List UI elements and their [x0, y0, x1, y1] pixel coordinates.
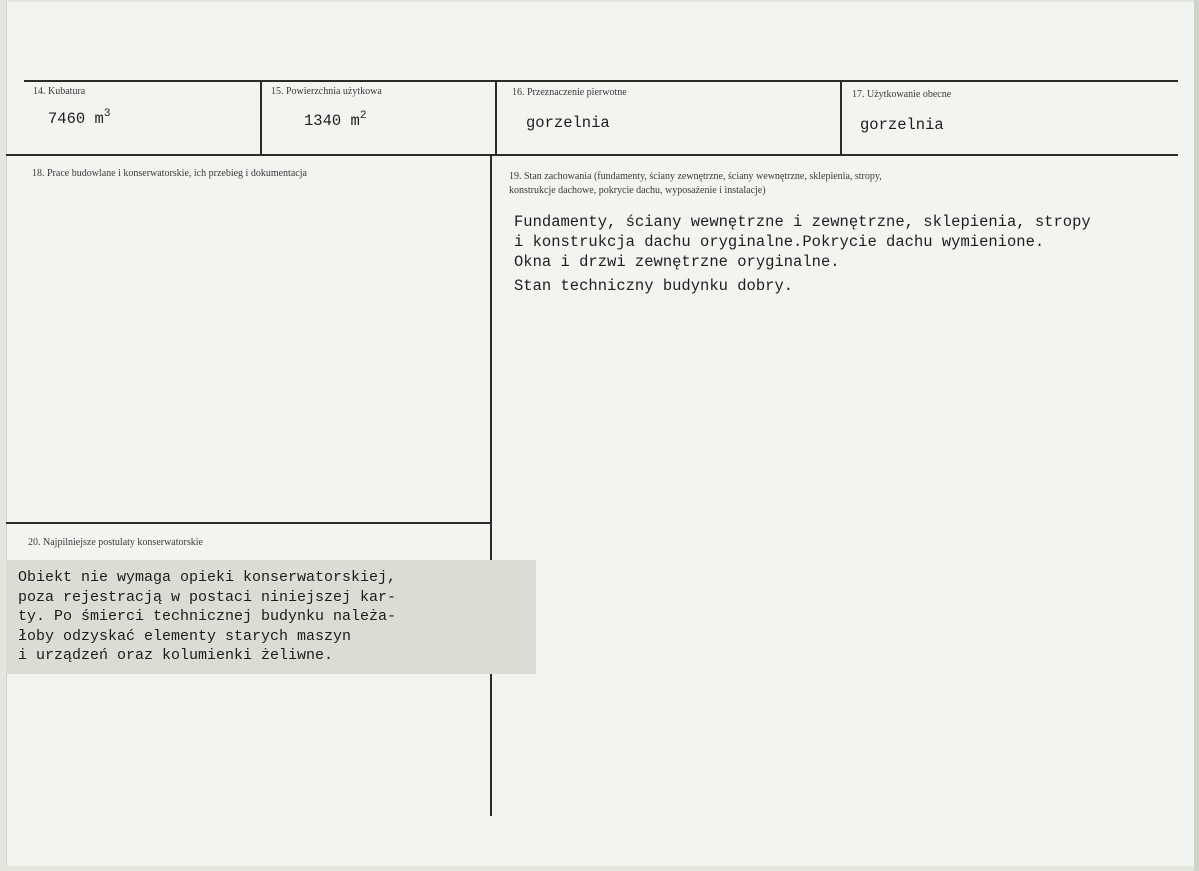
top-rule: [24, 80, 1178, 82]
kubatura-value: 7460 m: [48, 110, 104, 128]
paper-edge: [1194, 0, 1199, 871]
field-19-label-line1: 19. Stan zachowania (fundamenty, ściany zewnętrzne, ściany wewnętrzne, sklepienia, stropy,: [509, 171, 882, 182]
field-15-value: [304, 111, 366, 131]
condition-line-2: i konstrukcja dachu oryginalne.Pokrycie dachu wymienione.: [514, 233, 1045, 251]
area-exponent: 2: [359, 110, 367, 122]
field-20-text: [18, 568, 396, 666]
postulate-line-5: i urządzeń oraz kolumienki żeliwne.: [18, 647, 334, 664]
row-rule: [6, 154, 1178, 156]
main-column-divider: [490, 154, 492, 816]
divider-15-16: [495, 80, 497, 154]
condition-line-4: Stan techniczny budynku dobry.: [514, 277, 794, 295]
area-value: 1340 m: [304, 112, 360, 130]
condition-line-3: Okna i drzwi zewnętrzne oryginalne.: [514, 253, 840, 271]
field-16-label: 16. Przeznaczenie pierwotne: [512, 87, 627, 98]
field-17-value: gorzelnia: [860, 116, 944, 134]
field-15-label: 15. Powierzchnia użytkowa: [271, 86, 382, 97]
field-14-value: [48, 109, 110, 129]
postulate-line-3: ty. Po śmierci technicznej budynku należa-: [18, 608, 397, 625]
field-19-text: [514, 212, 1091, 296]
kubatura-exponent: 3: [103, 108, 111, 120]
field-18-label: 18. Prace budowlane i konserwatorskie, ich przebieg i dokumentacja: [32, 168, 307, 179]
field-17-label: 17. Użytkowanie obecne: [852, 89, 952, 100]
postulate-line-4: łoby odzyskać elementy starych maszyn: [18, 627, 352, 645]
postulate-line-1: Obiekt nie wymaga opieki konserwatorskiej,: [18, 569, 397, 586]
divider-16-17: [840, 80, 842, 154]
postulate-line-2: poza rejestracją w postaci niniejszej kar-: [18, 588, 397, 606]
field-14-label: 14. Kubatura: [33, 86, 86, 97]
field-19-label-line2: konstrukcje dachowe, pokrycie dachu, wyposażenie i instalacje): [509, 185, 766, 196]
field-16-value: gorzelnia: [526, 114, 610, 132]
divider-14-15: [260, 80, 262, 154]
section-20-rule: [6, 522, 490, 524]
field-20-label: 20. Najpilniejsze postulaty konserwatorskie: [28, 537, 203, 548]
condition-line-1: Fundamenty, ściany wewnętrzne i zewnętrzne, sklepienia, stropy: [514, 213, 1091, 231]
